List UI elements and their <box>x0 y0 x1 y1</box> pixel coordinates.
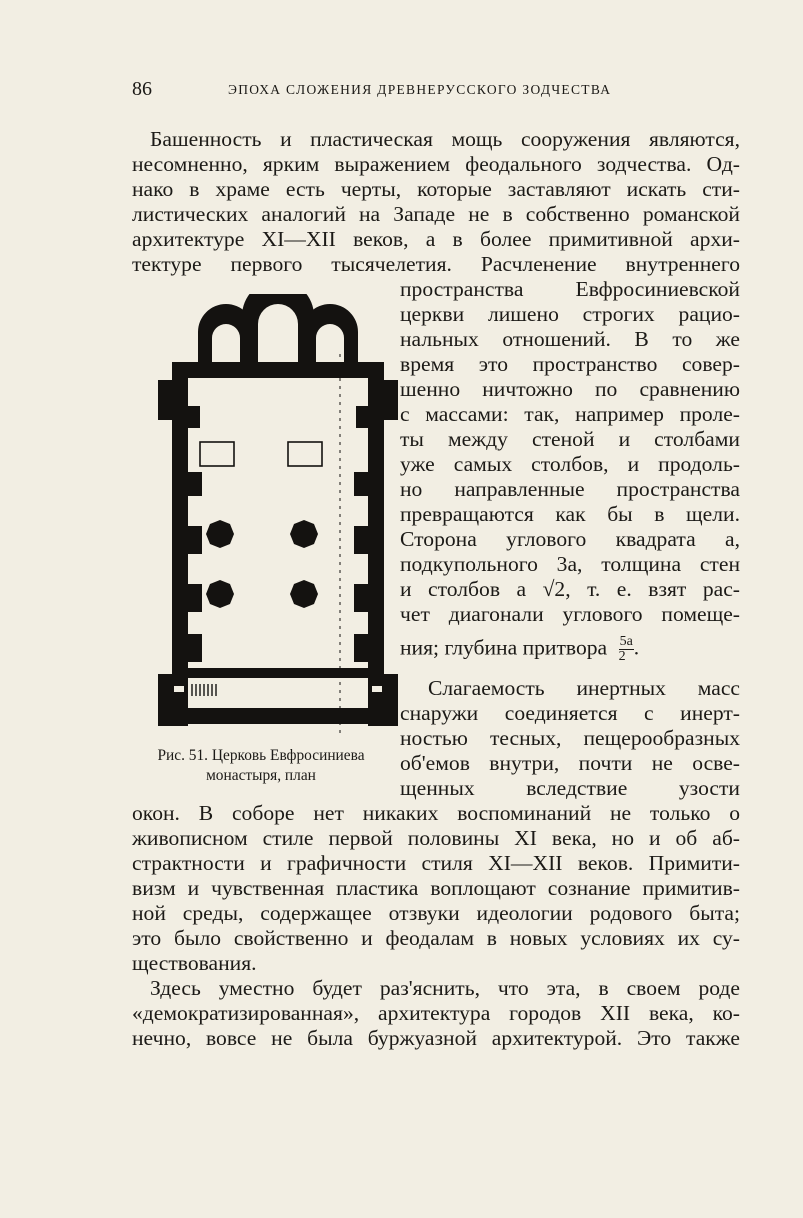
fraction-denominator: 2 <box>618 649 626 664</box>
fraction <box>619 635 634 664</box>
text-line: ностью тесных, пещерообразных <box>400 726 740 750</box>
text-line: это было свойственно и феодалам в новых условиях их су- <box>132 926 740 950</box>
figure-caption <box>130 746 392 786</box>
text-line: с массами: так, например проле- <box>400 402 740 426</box>
text-line: визм и чувственная пластика воплощают сознание примитив- <box>132 876 740 900</box>
text-line <box>400 635 740 664</box>
text-line: Башенность и пластическая мощь сооружения являются, <box>150 127 740 151</box>
text-line: и столбов а √2, т. е. взят рас- <box>400 577 740 601</box>
text-line: превращаются как бы в щели. <box>400 502 740 526</box>
running-title: ЭПОХА СЛОЖЕНИЯ ДРЕВНЕРУССКОГО ЗОДЧЕСТВА <box>228 82 612 97</box>
text-line: архитектуре XI—XII веков, а в более примитивной архи- <box>132 227 740 251</box>
text-line: листических аналогий на Западе не в собственно романской <box>132 202 740 226</box>
text-line: нечно, вовсе не была буржуазной архитектурой. Это также <box>132 1026 740 1050</box>
text-line-segment: ния; глубина притвора <box>400 635 608 660</box>
text-line: «демократизированная», архитектура городов XII века, ко- <box>132 1001 740 1025</box>
text-line: несомненно, ярким выражением феодального зодчества. Од- <box>132 152 740 176</box>
text-line: шенно ничтожно по сравнению <box>400 377 740 401</box>
caption-line: Рис. 51. Церковь Евфросиниева <box>157 747 365 764</box>
church-floor-plan <box>158 294 398 740</box>
text-line: нальных отношений. В то же <box>400 327 740 351</box>
text-line: Сторона углового квадрата а, <box>400 527 740 551</box>
fraction-numerator: 5a <box>619 634 633 649</box>
text-line: живописном стиле первой половины XI века, но и об аб- <box>132 826 740 850</box>
page-number: 86 <box>132 78 152 100</box>
text-line: тектуре первого тысячелетия. Расчленение внутреннего <box>132 252 740 276</box>
text-line: время это пространство совер- <box>400 352 740 376</box>
text-line: уже самых столбов, и продоль- <box>400 452 740 476</box>
text-line: ной среды, содержащее отзвуки идеологии родового быта; <box>132 901 740 925</box>
text-line: об'емов внутри, почти не осве- <box>400 751 740 775</box>
text-line: снаружи соединяется с инерт- <box>400 701 740 725</box>
text-line: окон. В соборе нет никаких воспоминаний не только о <box>132 801 740 825</box>
text-line: Слагаемость инертных масс <box>428 676 740 700</box>
text-line: щенных вследствие узости <box>400 776 740 800</box>
fraction-period: . <box>633 635 640 660</box>
text-line: ществования. <box>132 951 257 975</box>
text-line: страктности и графичности стиля XI—XII веков. Примити- <box>132 851 740 875</box>
text-line: Здесь уместно будет раз'яснить, что эта, в своем роде <box>150 976 740 1000</box>
text-line: чет диагонали углового помеще- <box>400 602 740 626</box>
text-line: нако в храме есть черты, которые заставляют искать сти- <box>132 177 740 201</box>
text-line: ты между стеной и столбами <box>400 427 740 451</box>
page-header <box>132 78 740 104</box>
text-line: пространства Евфросиниевской <box>400 277 740 301</box>
text-line: но направленные пространства <box>400 477 740 501</box>
text-line: церкви лишено строгих рацио- <box>400 302 740 326</box>
text-line: подкупольного 3а, толщина стен <box>400 552 740 576</box>
caption-line: монастыря, план <box>206 767 316 784</box>
